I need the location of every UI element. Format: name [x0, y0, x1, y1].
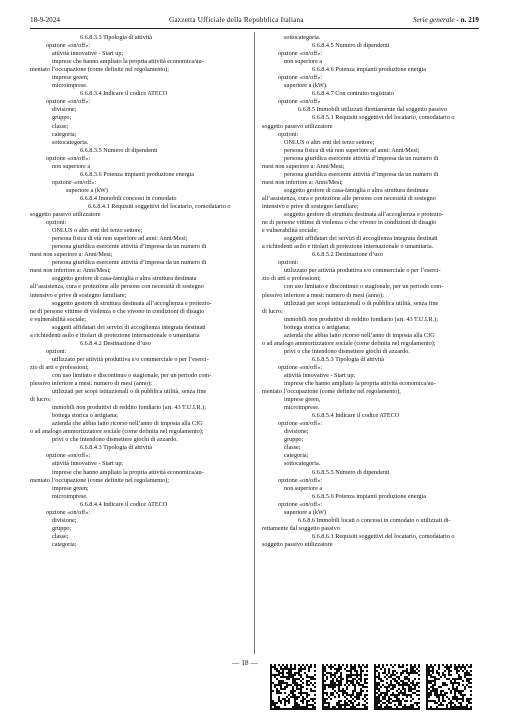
text-line: ONLUS o altri enti del terzo settore;	[52, 227, 143, 235]
text-line: opzione «on/off»:	[278, 476, 323, 484]
text-line: 6.6.8.4.5 Numero di dipendenti	[312, 42, 390, 50]
text-line: 6.6.8.6.1 Requisiti soggettivi del locatario, comodatario o	[312, 532, 455, 540]
text-line: gruppo;	[52, 114, 72, 122]
text-line: 6.6.8.5.3 Tipologia di attività	[312, 355, 385, 363]
text-line: gruppo;	[284, 436, 304, 444]
text-line: opzione «on/off»:	[278, 500, 323, 508]
datamatrix-code-1	[270, 664, 316, 710]
text-line: imprese che hanno ampliato la propria attività economica/au-	[284, 380, 436, 388]
datamatrix-code-2	[322, 664, 368, 710]
text-line: opzioni:	[46, 347, 67, 355]
text-line: persona giuridica esercente attività d’impresa da un numero di	[284, 154, 439, 162]
text-line: mentato l’occupazione (come definite nel regolamento);	[30, 476, 169, 484]
text-line: imprese green;	[52, 74, 89, 82]
text-line: categoria;	[52, 540, 77, 548]
text-line: plessivo inferiore a mesi: numero di mesi (anno);	[30, 380, 152, 388]
text-line: opzione «on/off»:	[52, 178, 97, 186]
text-line: opzione «on/off»:	[278, 50, 323, 58]
text-line: persona fisica di età non superiore ad anni: Anni/Mesi;	[284, 146, 420, 154]
text-line: persona giuridica esercente attività d’impresa da un numero di	[52, 259, 207, 267]
text-line: con uso limitato e discontinuo o stagionale, per un periodo com-	[52, 371, 212, 379]
text-line: mesi non superiore a: Anni/Mesi;	[30, 251, 113, 259]
text-line: opzioni:	[278, 130, 299, 138]
text-line: non superiore a	[284, 58, 323, 66]
text-line: opzione «on/off»:	[46, 42, 91, 50]
text-line: zio di arti e professioni;	[30, 363, 89, 371]
text-line: 6.6.8.3.3 Tipologia di attività	[80, 34, 153, 41]
text-line: rettamente dal soggetto passivo	[262, 524, 340, 532]
text-line: soggetto gestore di struttura destinata all’accoglienza e protezio-	[284, 211, 444, 219]
text-line: a richiedenti asilo e titolari di protezione internazionale o umanitaria.	[262, 243, 434, 251]
text-line: mentato l’occupazione (come definite nel regolamento);	[30, 66, 169, 74]
text-line: microimprese.	[52, 82, 88, 90]
text-line: soggetto gestore di struttura destinata all’accoglienza e protezio-	[52, 299, 212, 307]
page-header	[30, 14, 479, 26]
text-line: 6.6.8.4.3 Tipologia di attività	[80, 444, 153, 452]
text-line: imprese che hanno ampliato la propria attività economica/au-	[52, 58, 204, 66]
text-line: 6.6.8.4.2 Destinazione d’uso	[80, 339, 151, 347]
text-line: opzione «on/off»:	[278, 420, 323, 428]
text-line: sottocategoria.	[52, 138, 89, 146]
text-line: ne di persone vittime di violenza o che vivono in condizioni di disagio	[30, 307, 205, 315]
header-rule	[30, 28, 479, 29]
text-line: categoria;	[284, 452, 309, 460]
text-line: privi o che intendono dismettere giochi di azzardo.	[284, 347, 410, 355]
text-line: all’assistenza, cura e protezione alle persone con necessità di sostegno	[30, 283, 204, 291]
text-line: 6.6.8.4 Immobili concessi in comodato	[80, 194, 177, 202]
text-line: soggetti affidatari dei servizi di accoglienza integrata destinati	[52, 323, 206, 331]
text-line: superiore a (kW).	[284, 82, 328, 90]
text-line: 6.6.8.6 Immobili locati o concessi in comodato o utilizzati di-	[298, 516, 451, 524]
text-line: classe;	[52, 122, 69, 130]
text-line: 6.6.8.5.5 Numero di dipendenti	[312, 468, 390, 476]
text-line: mentato l’occupazione (come definite nel regolamento),	[262, 388, 401, 396]
text-line: superiore a (kW)	[66, 186, 108, 194]
publication-title: Gazzetta Ufficiale della Repubblica Italiana	[169, 16, 304, 24]
text-line: 6.6.8.4.4 Indicare il codice ATECO	[80, 500, 168, 508]
text-line: ne di persone vittime di violenza o che vivono in condizioni di disagio	[262, 219, 437, 227]
text-line: 6.6.8.4.1 Requisiti soggettivi del locatario, comodatario o	[88, 202, 231, 210]
series-label: Serie generale	[412, 16, 455, 24]
left-column	[30, 34, 247, 549]
column-divider	[254, 32, 255, 654]
text-line: opzioni:	[46, 219, 67, 227]
text-line: utilizzato per attività produttiva e/o commerciale o per l’eserci-	[52, 355, 209, 363]
text-line: e vulnerabilità sociale;	[262, 227, 319, 235]
text-line: divisione;	[52, 106, 77, 114]
text-line: soggetto passivo utilizzatore	[262, 122, 333, 130]
text-line: plessivo inferiore a mesi: numero di mesi (anno);	[262, 291, 384, 299]
issue-number: - n. 219	[456, 16, 479, 24]
text-line: 6.6.8.4.7 Con contratto registrato	[312, 90, 394, 98]
text-line: soggetto gestore di casa-famiglia o altra struttura destinata	[52, 275, 197, 283]
text-line: classe;	[52, 532, 69, 540]
text-line: opzione «on/off»:	[46, 508, 91, 516]
text-line: 6.6.8.5.4 Indicare il codice ATECO	[312, 412, 400, 420]
text-line: privi o che intendono dismettere giochi di azzardo.	[52, 436, 178, 444]
text-line: mesi non superiore a: Anni/Mesi;	[262, 162, 345, 170]
text-line: di lucro;	[30, 396, 51, 404]
text-line: soggetto passivo utilizzatore	[30, 211, 101, 219]
text-line: 6.6.8.3.6 Potenza impianti produzione energia	[80, 170, 194, 178]
text-line: o ad analogo ammortizzatore sociale (come definita nel regolamento);	[262, 339, 436, 347]
text-line: 6.6.8.5.1 Requisiti soggettivi del locatario, comodatario o	[312, 114, 455, 122]
text-line: all’assistenza, cura e protezione alle persone con necessità di sostegno	[262, 194, 436, 202]
text-line: opzione «on/off»:	[46, 98, 91, 106]
series-info	[413, 16, 479, 24]
text-line: mesi non inferiore a: Anni/Mesi;	[30, 267, 111, 275]
text-line: con uso limitato e discontinuo o stagionale, per un periodo com-	[284, 283, 444, 291]
page-number: — 18 —	[232, 658, 258, 667]
text-line: zio di arti e professioni;	[262, 275, 321, 283]
text-line: persona giuridica esercente attività d’impresa da un numero di	[284, 170, 439, 178]
text-line: ONLUS o altri enti del terzo settore;	[284, 138, 375, 146]
text-line: imprese green;	[52, 484, 89, 492]
text-line: superiore a (kW)	[284, 508, 326, 516]
text-line: intensivo e prive di sostegno familiare;	[262, 202, 359, 210]
publication-date: 18-9-2024	[30, 16, 60, 24]
text-line: opzione «on/off»:	[46, 154, 91, 162]
text-line: opzioni:	[278, 259, 299, 267]
text-line: microimprese.	[52, 492, 88, 500]
text-line: azienda che abbia fatto ricorso nell’anno di imposta alla CIG	[52, 420, 203, 428]
datamatrix-code-3	[374, 664, 420, 710]
text-line: attività innovative - Start up;	[52, 50, 124, 58]
text-line: 6.6.8.5 Immobili utilizzati direttamente dal soggetto passivo	[298, 106, 447, 114]
text-line: e vulnerabilità sociale;	[30, 315, 87, 323]
text-line: soggetto passivo utilizzatore	[262, 540, 333, 548]
datamatrix-code-4	[426, 664, 472, 710]
text-line: utilizzati per scopi istituzionali o di pubblica utilità, senza fine	[52, 388, 207, 396]
text-line: mesi non inferiore a: Anni/Mesi;	[262, 178, 343, 186]
text-line: 6.6.8.5.2 Destinazione d’uso	[312, 251, 383, 259]
text-line: bottega storica o artigiana;	[284, 323, 350, 331]
text-line: intensivo e prive di sostegno familiare;	[30, 291, 127, 299]
text-line: bottega storica o artigiana;	[52, 412, 118, 420]
text-line: soggetti affidatari dei servizi di accoglienza integrata destinati	[284, 235, 438, 243]
text-line: gruppo;	[52, 524, 72, 532]
text-line: classe;	[284, 444, 301, 452]
text-line: divisione;	[284, 428, 309, 436]
right-column	[262, 34, 479, 549]
text-line: o ad analogo ammortizzatore sociale (come definita nel regolamento);	[30, 428, 204, 436]
text-line: persona fisica di età non superiore ad anni: Anni/Mesi;	[52, 235, 188, 243]
text-line: immobili non produttivi di reddito fondiario (art. 43 T.U.I.R.);	[284, 315, 438, 323]
text-line: utilizzati per scopi istituzionali o di pubblica utilità, senza fine	[284, 299, 439, 307]
text-line: 6.6.8.3.4 Indicare il codice ATECO	[80, 90, 168, 98]
text-line: opzione «on/off»:	[278, 363, 323, 371]
text-line: sottocategoria.	[284, 460, 321, 468]
text-line: imprese che hanno ampliato la propria attività economica/au-	[52, 468, 204, 476]
text-line: azienda che abbia fatto ricorso nell’anno di imposta alla CIG	[284, 331, 435, 339]
text-line: opzione «on/off»:	[46, 452, 91, 460]
text-line: attività innovative - Start up;	[284, 371, 356, 379]
text-line: opzione «on/off»:	[278, 74, 323, 82]
text-line: divisione;	[52, 516, 77, 524]
text-line: categoria;	[52, 130, 77, 138]
text-line: di lucro;	[262, 307, 283, 315]
text-line: 6.6.8.3.5 Numero di dipendenti	[80, 146, 158, 154]
text-line: immobili non produttivi di reddito fondiario (art. 43 T.U.I.R.);	[52, 404, 206, 412]
text-line: a richiedenti asilo e titolari di protezione internazionale o umanitaria	[30, 331, 200, 339]
text-line: opzione «on/off»	[278, 98, 321, 106]
text-line: non superiore a	[52, 162, 91, 170]
text-line: microimprese.	[284, 404, 320, 412]
text-line: imprese green,	[284, 396, 321, 404]
text-line: soggetto gestore di casa-famiglia o altra struttura destinata	[284, 186, 429, 194]
text-line: attività innovative - Start up;	[52, 460, 124, 468]
text-line: sottocategoria.	[284, 34, 321, 41]
text-line: persona giuridica esercente attività d’impresa da un numero di	[52, 243, 207, 251]
text-line: 6.6.8.4.6 Potenza impianti produzione energia	[312, 66, 426, 74]
text-line: non superiore a	[284, 484, 323, 492]
text-line: utilizzato per attività produttiva e/o commerciale o per l’eserci-	[284, 267, 441, 275]
text-line: 6.6.8.5.6 Potenza impianti produzione energia	[312, 492, 426, 500]
